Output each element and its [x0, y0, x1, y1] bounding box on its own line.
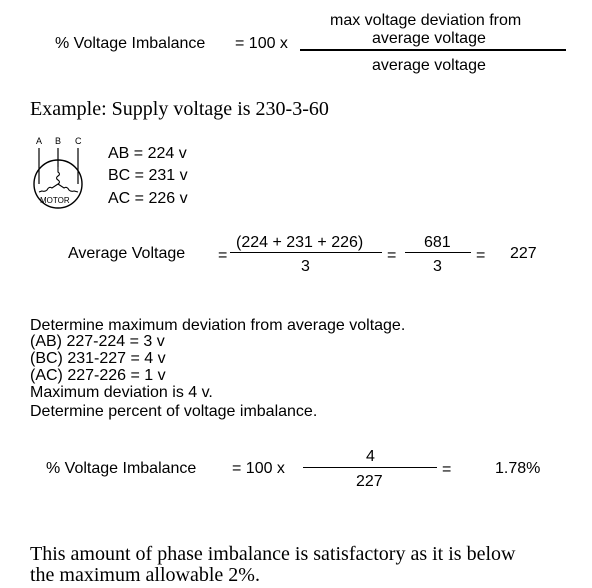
- formula-denominator: average voltage: [372, 57, 486, 74]
- motor-caption: MOTOR: [40, 196, 70, 205]
- average-den1: 3: [301, 258, 310, 275]
- calc-num: 4: [366, 448, 375, 465]
- reading-ab: AB = 224 v: [108, 145, 187, 162]
- formula-numerator-line2: average voltage: [372, 30, 486, 47]
- reading-bc: BC = 231 v: [108, 167, 188, 184]
- motor-label-b: B: [55, 136, 62, 146]
- average-num1: (224 + 231 + 226): [236, 234, 364, 251]
- formula-eq: = 100 x: [235, 35, 288, 52]
- conclusion-line2: the maximum allowable 2%.: [30, 564, 260, 586]
- step-6: Determine percent of voltage imbalance.: [30, 403, 318, 420]
- calc-fraction-bar: [303, 467, 437, 468]
- motor-diagram: [28, 134, 98, 214]
- average-result: 227: [510, 245, 537, 262]
- average-frac2-bar: [405, 252, 471, 253]
- average-den2: 3: [433, 258, 442, 275]
- average-eq2: =: [387, 247, 397, 264]
- example-heading: Example: Supply voltage is 230-3-60: [30, 98, 329, 120]
- calc-eq: = 100 x: [232, 460, 285, 477]
- motor-label-c: C: [75, 136, 82, 146]
- average-eq1: =: [218, 247, 228, 264]
- step-5: Maximum deviation is 4 v.: [30, 384, 213, 401]
- formula-numerator-line1: max voltage deviation from: [330, 12, 522, 29]
- calc-den: 227: [356, 473, 383, 490]
- average-frac1-bar: [230, 252, 382, 253]
- calc-result: 1.78%: [495, 460, 541, 477]
- motor-label-a: A: [36, 136, 43, 146]
- calc-eq2: =: [442, 461, 452, 478]
- step-2: (AB) 227-224 = 3 v: [30, 333, 165, 350]
- conclusion-line1: This amount of phase imbalance is satisfactory as it is below: [30, 543, 516, 565]
- step-3: (BC) 231-227 = 4 v: [30, 350, 166, 367]
- formula-fraction-bar: [300, 49, 566, 51]
- step-1: Determine maximum deviation from average voltage.: [30, 317, 406, 334]
- formula-lhs: % Voltage Imbalance: [55, 35, 206, 52]
- calc-lhs: % Voltage Imbalance: [46, 460, 197, 477]
- average-label: Average Voltage: [68, 245, 186, 262]
- step-4: (AC) 227-226 = 1 v: [30, 367, 166, 384]
- average-num2: 681: [424, 234, 451, 251]
- reading-ac: AC = 226 v: [108, 190, 188, 207]
- average-eq3: =: [476, 247, 486, 264]
